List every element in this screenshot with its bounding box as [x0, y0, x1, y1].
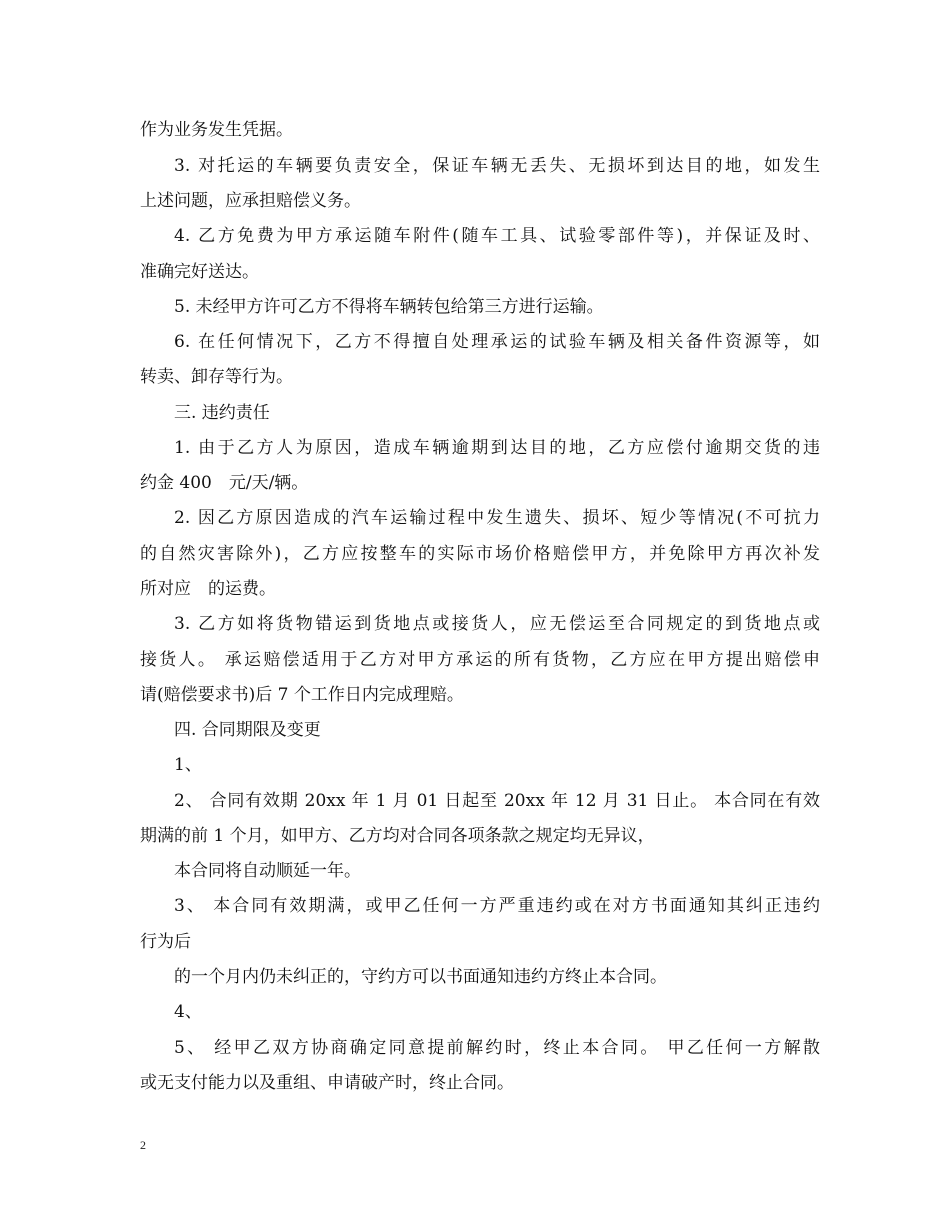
text-line: 3. 对托运的车辆要负责安全，保证车辆无丢失、无损坏到达目的地，如发生 — [174, 156, 820, 176]
text-line: 1、 — [174, 755, 202, 775]
section-heading: 四. 合同期限及变更 — [174, 720, 321, 740]
text-line: 准确完好送达。 — [140, 262, 259, 282]
text-line: 的自然灾害除外)，乙方应按整车的实际市场价格赔偿甲方，并免除甲方再次补发 — [140, 544, 820, 564]
text-line: 所对应 的运费。 — [140, 579, 276, 599]
text-line: 4. 乙方免费为甲方承运随车附件(随车工具、试验零部件等)，并保证及时、 — [174, 226, 820, 246]
text-line: 5. 未经甲方许可乙方不得将车辆转包给第三方进行运输。 — [174, 297, 604, 317]
text-line: 请(赔偿要求书)后 7 个工作日内完成理赔。 — [140, 685, 464, 705]
text-line: 3. 乙方如将货物错运到货地点或接货人，应无偿运至合同规定的到货地点或 — [174, 614, 820, 634]
text-line: 期满的前 1 个月，如甲方、乙方均对合同各项条款之规定均无异议， — [140, 826, 655, 846]
text-line: 作为业务发生凭据。 — [140, 120, 293, 140]
section-heading: 三. 违约责任 — [174, 403, 270, 423]
text-line: 的一个月内仍未纠正的，守约方可以书面通知违约方终止本合同。 — [174, 967, 667, 987]
page-number: 2 — [140, 1138, 146, 1152]
text-line: 或无支付能力以及重组、申请破产时，终止合同。 — [140, 1073, 514, 1093]
text-line: 6. 在任何情况下，乙方不得擅自处理承运的试验车辆及相关备件资源等，如 — [174, 332, 820, 352]
text-line: 上述问题，应承担赔偿义务。 — [140, 191, 361, 211]
text-line: 约金 400 元/天/辆。 — [140, 473, 309, 493]
text-line: 5、 经甲乙双方协商确定同意提前解约时，终止本合同。 甲乙任何一方解散 — [174, 1038, 820, 1058]
text-line: 3、 本合同有效期满，或甲乙任何一方严重违约或在对方书面通知其纠正违约 — [174, 896, 820, 916]
text-line: 接货人。 承运赔偿适用于乙方对甲方承运的所有货物，乙方应在甲方提出赔偿申 — [140, 650, 820, 670]
text-line: 2. 因乙方原因造成的汽车运输过程中发生遗失、损坏、短少等情况(不可抗力 — [174, 508, 820, 528]
text-line: 本合同将自动顺延一年。 — [174, 861, 361, 881]
text-line: 行为后 — [140, 932, 191, 952]
text-line: 转卖、卸存等行为。 — [140, 367, 293, 387]
text-line: 4、 — [174, 1002, 202, 1022]
text-line: 2、 合同有效期 20xx 年 1 月 01 日起至 20xx 年 12 月 31 日止。 本合同在有效 — [174, 791, 820, 811]
text-line: 1. 由于乙方人为原因，造成车辆逾期到达目的地，乙方应偿付逾期交货的违 — [174, 438, 820, 458]
